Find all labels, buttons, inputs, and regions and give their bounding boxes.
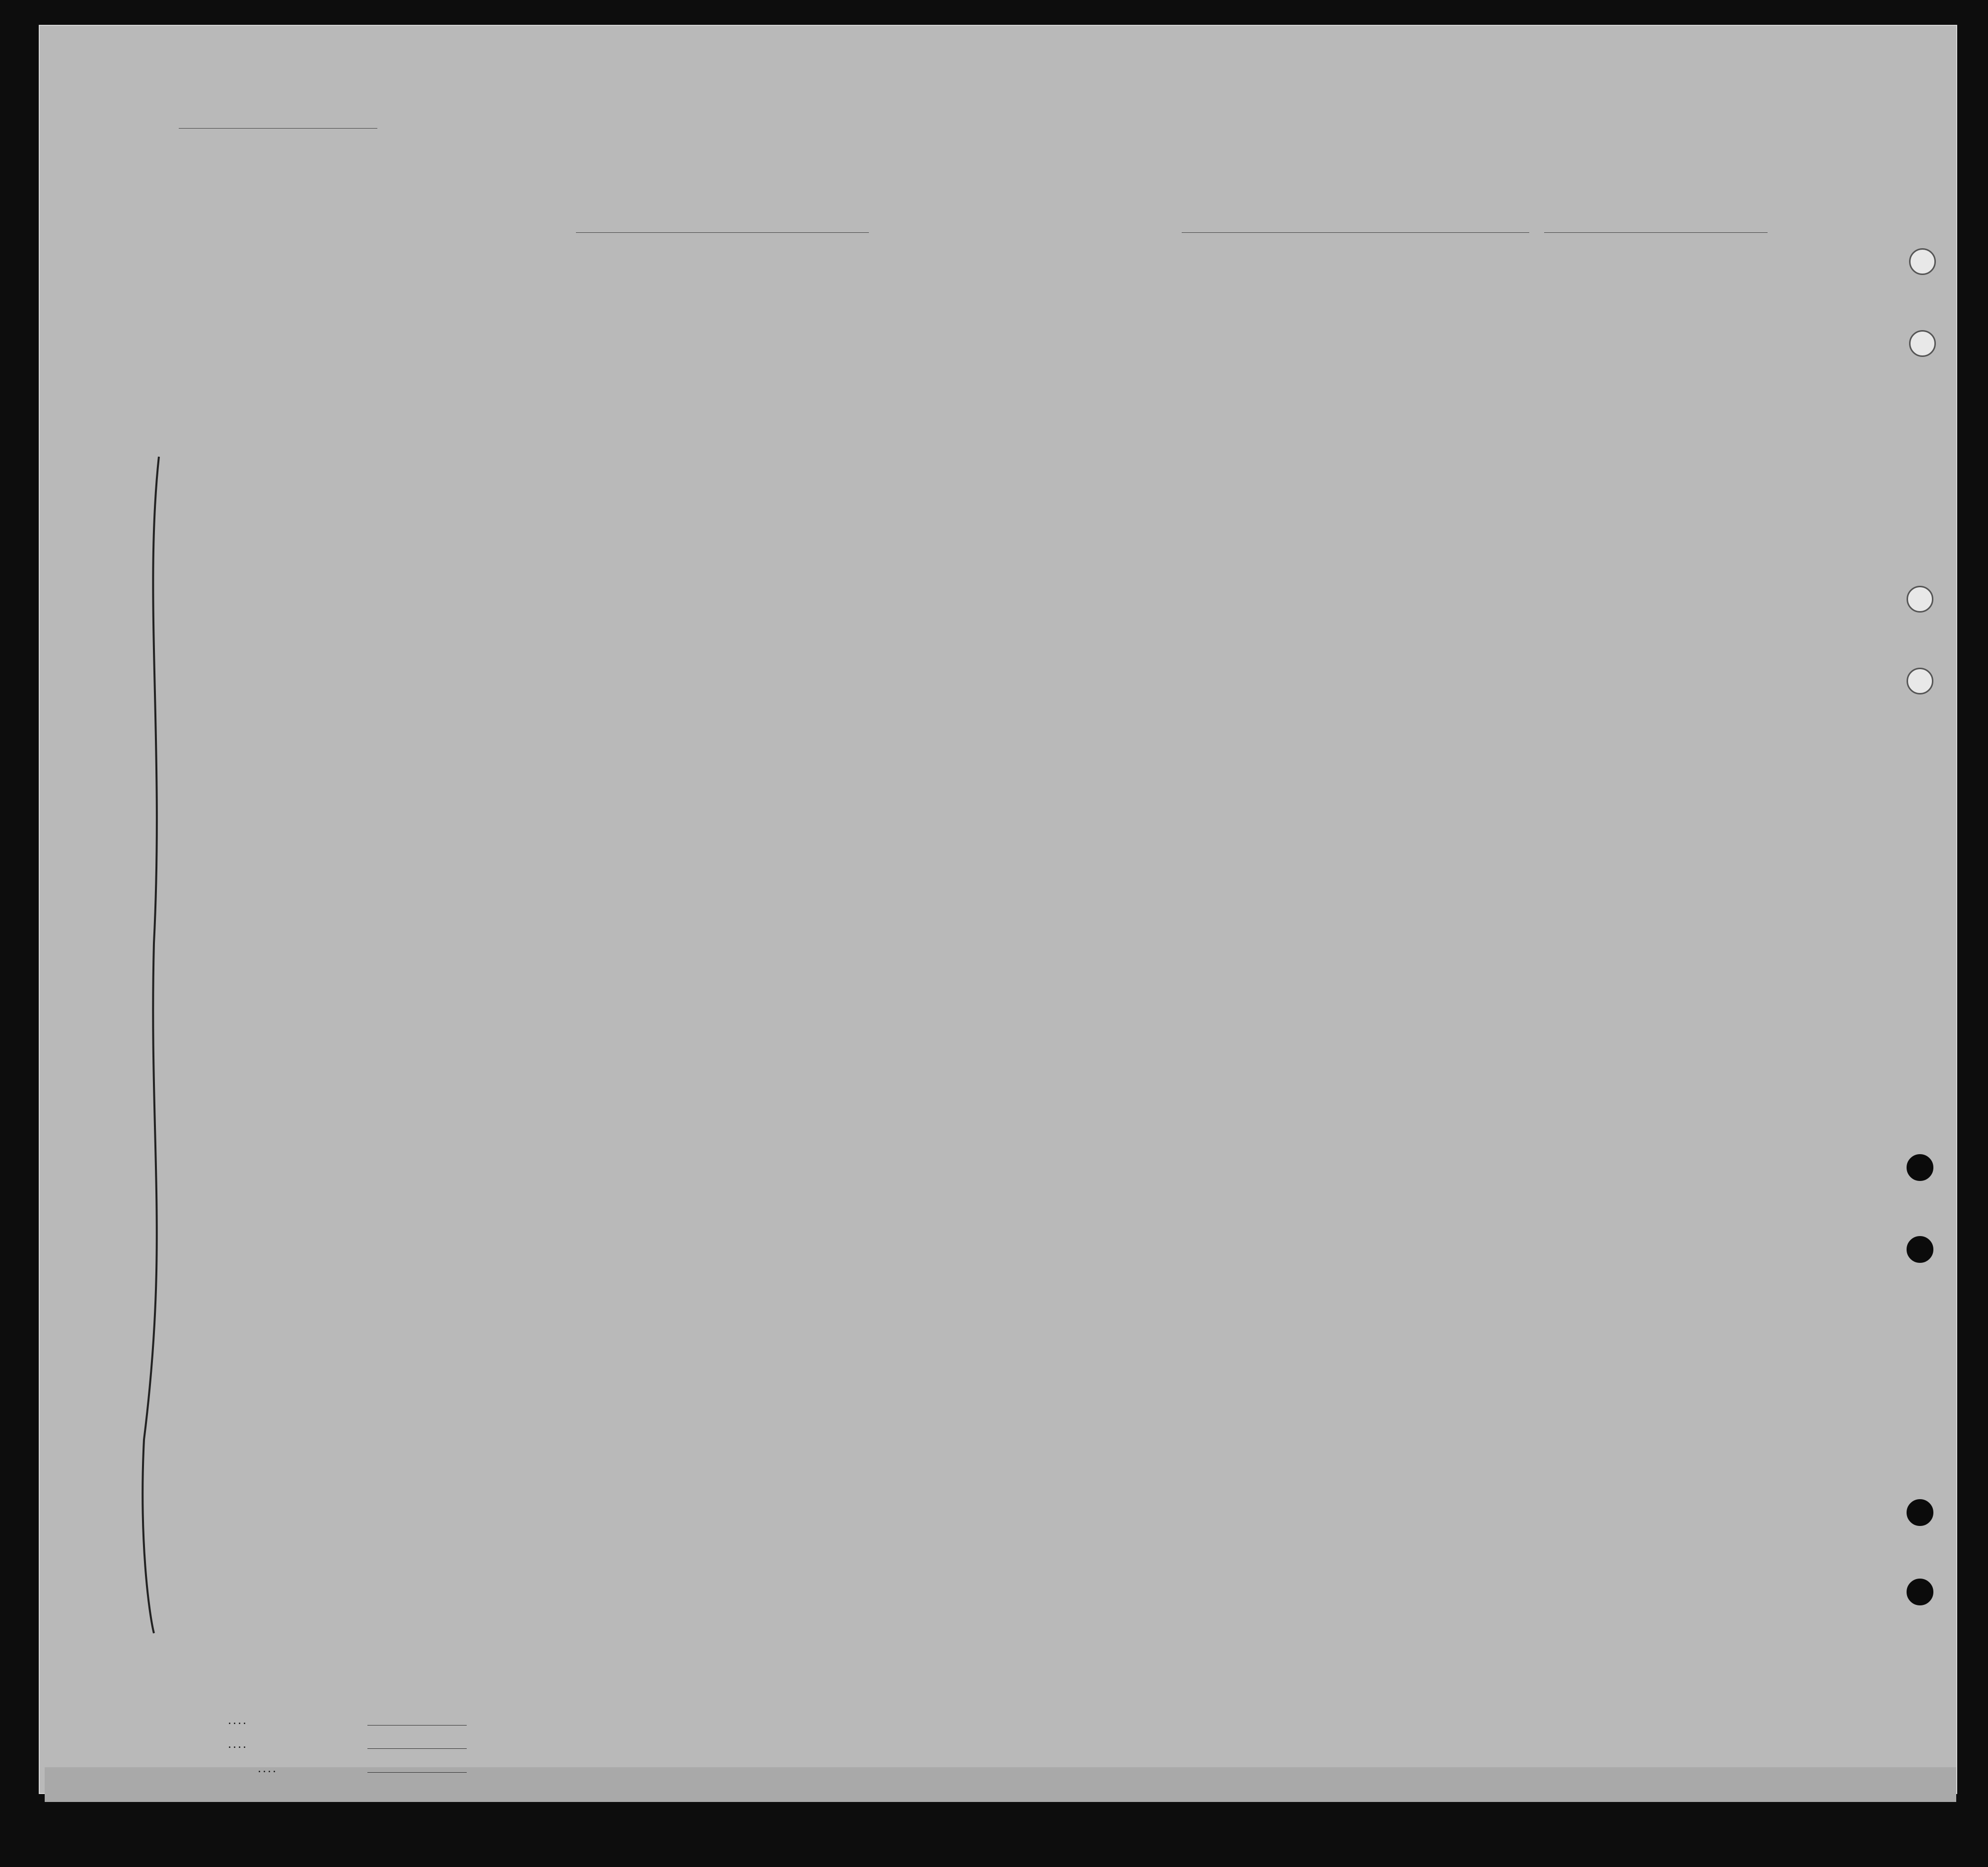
punch-hole [1907, 1579, 1933, 1605]
underlying-sheet-edge [45, 1767, 1956, 1802]
footer-us-citizens: . . . . [228, 1740, 246, 1750]
footer-line-2 [367, 1748, 467, 1749]
footer-line-3 [367, 1772, 467, 1773]
punch-hole [1907, 1154, 1933, 1181]
ship-underline [576, 232, 869, 233]
punch-hole [1909, 330, 1936, 357]
port-underline [1182, 232, 1529, 233]
punch-hole [1907, 668, 1933, 694]
punch-hole [1909, 248, 1936, 275]
footer-line-1 [367, 1725, 467, 1726]
punch-hole [1907, 1236, 1933, 1263]
month-underline [1544, 232, 1768, 233]
list-underline [179, 128, 377, 129]
punch-hole [1907, 1499, 1933, 1526]
head-tax-bracket [99, 447, 179, 1638]
manifest-sheet [39, 25, 1957, 1794]
footer-total-passengers: . . . . [228, 1716, 246, 1726]
punch-hole [1907, 586, 1933, 613]
footer-aliens: . . . . [258, 1764, 276, 1774]
